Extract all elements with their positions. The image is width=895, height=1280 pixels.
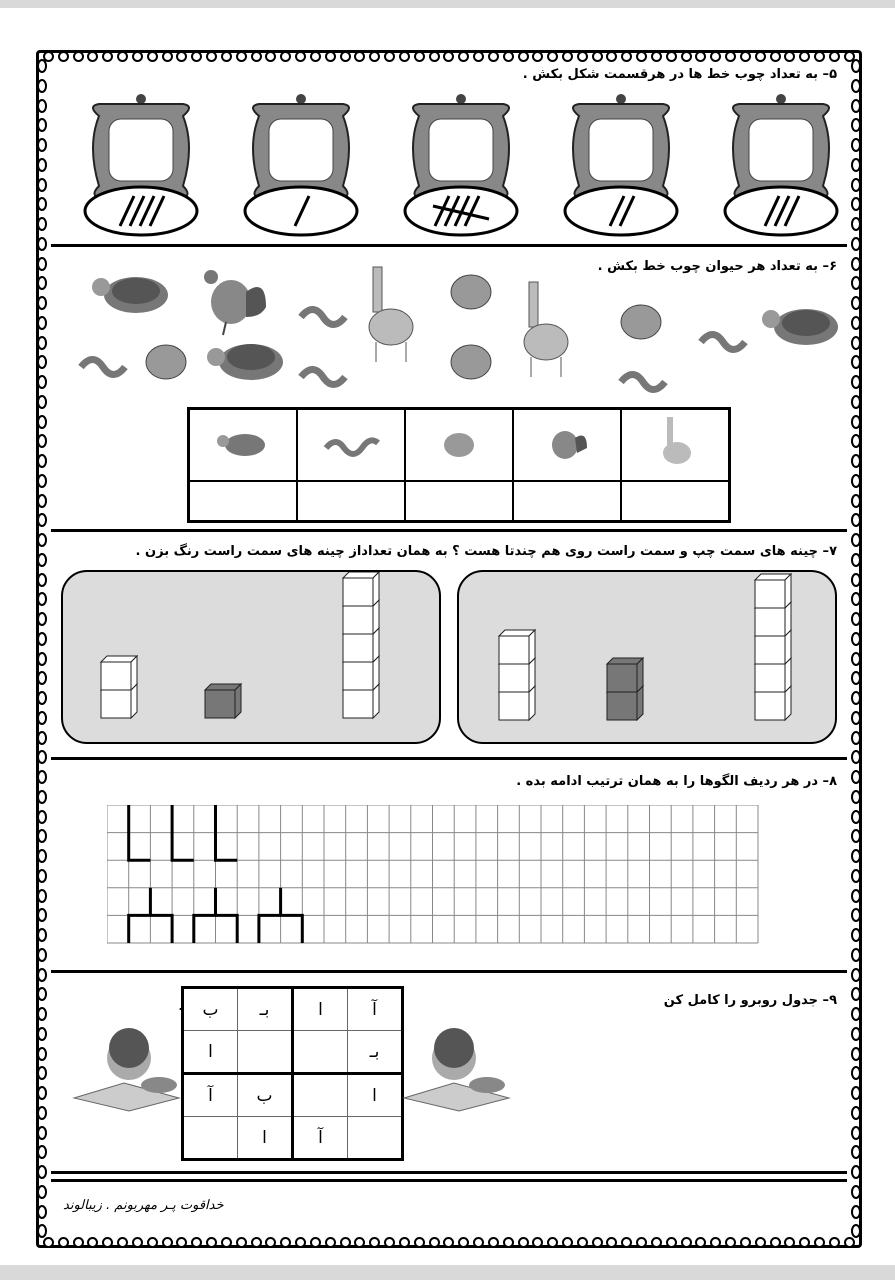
sudoku-cell: ب [183, 988, 238, 1031]
giraffe-icon [621, 409, 730, 482]
page-border [36, 50, 862, 1248]
animal-illustrations [51, 247, 847, 407]
turtle-icon [189, 409, 298, 482]
turtle-icon [207, 344, 283, 380]
footer-text: خداقوت پـر مهربونم . زیبالوند [63, 1198, 224, 1213]
sudoku-cell: ا [293, 988, 348, 1031]
sudoku-cell: بـ [348, 1031, 403, 1074]
reading-child-icon [399, 1023, 519, 1113]
cube-stacks-left [63, 572, 439, 742]
sudoku-cell: ب [238, 1074, 293, 1117]
sudoku-cell: آ [348, 988, 403, 1031]
answer-cell[interactable] [405, 481, 513, 522]
question-7-section [51, 532, 847, 760]
sudoku-cell[interactable] [348, 1117, 403, 1160]
cube [607, 658, 643, 692]
frame-with-tally [725, 94, 837, 235]
rooster-icon [513, 409, 621, 482]
giraffe-icon [369, 267, 413, 362]
frame-with-tally [565, 94, 677, 235]
sudoku-cell: بـ [238, 988, 293, 1031]
turtle-icon [762, 309, 838, 345]
giraffe-icon [524, 282, 568, 377]
sudoku-cell: ا [238, 1117, 293, 1160]
frame-with-tally [85, 94, 197, 235]
cube [343, 572, 379, 606]
question-6-section [51, 247, 847, 532]
left-cubes-panel [61, 570, 441, 744]
right-cubes-panel [457, 570, 837, 744]
question-5-title: ۵– به تعداد چوب خط ها در هرقسمت شکل بکش . [522, 67, 837, 82]
question-7-title: ۷– چینه های سمت چپ و سمت راست روی هم چندتا هست ؟ به همان تعداداز چینه های سمت راست رنگ بزن . [135, 544, 837, 559]
sudoku-cell: ا [348, 1074, 403, 1117]
question-6-title: ۶– به تعداد هر حیوان چوب خط بکش . [597, 259, 837, 274]
question-8-section [51, 760, 847, 973]
cube-stacks-right [459, 572, 835, 742]
sudoku-cell[interactable] [238, 1031, 293, 1074]
answer-cell[interactable] [621, 481, 730, 522]
pattern-grid[interactable] [107, 805, 767, 945]
sudoku-cell[interactable] [183, 1117, 238, 1160]
frames-and-tallies [51, 71, 847, 241]
dot-mark: . [178, 995, 184, 1014]
snake-icon [297, 409, 405, 482]
frame-with-tally [405, 94, 517, 235]
answer-cell[interactable] [297, 481, 405, 522]
cube [499, 630, 535, 664]
answer-cell[interactable] [513, 481, 621, 522]
question-8-title: ۸– در هر ردیف الگوها را به همان ترتیب ادامه بده . [516, 774, 837, 789]
question-9-title: ۹– جدول روبرو را کامل کن [663, 993, 837, 1008]
reading-child-icon [69, 1023, 189, 1113]
worksheet-page [0, 8, 895, 1265]
question-5-section [51, 61, 847, 247]
footer [51, 1179, 847, 1237]
sudoku-table [181, 986, 404, 1161]
answer-cell[interactable] [189, 481, 298, 522]
sudoku-cell: آ [183, 1074, 238, 1117]
cube [755, 574, 791, 608]
frame-with-tally [245, 94, 357, 235]
sudoku-cell: ا [183, 1031, 238, 1074]
cube [101, 656, 137, 690]
question-9-section [51, 973, 847, 1174]
animal-count-table [187, 407, 731, 523]
sudoku-cell[interactable] [293, 1031, 348, 1074]
sudoku-cell: آ [293, 1117, 348, 1160]
rooster-icon [204, 270, 266, 335]
spider-icon [405, 409, 513, 482]
turtle-icon [92, 277, 168, 313]
sudoku-cell[interactable] [293, 1074, 348, 1117]
cube [205, 684, 241, 718]
